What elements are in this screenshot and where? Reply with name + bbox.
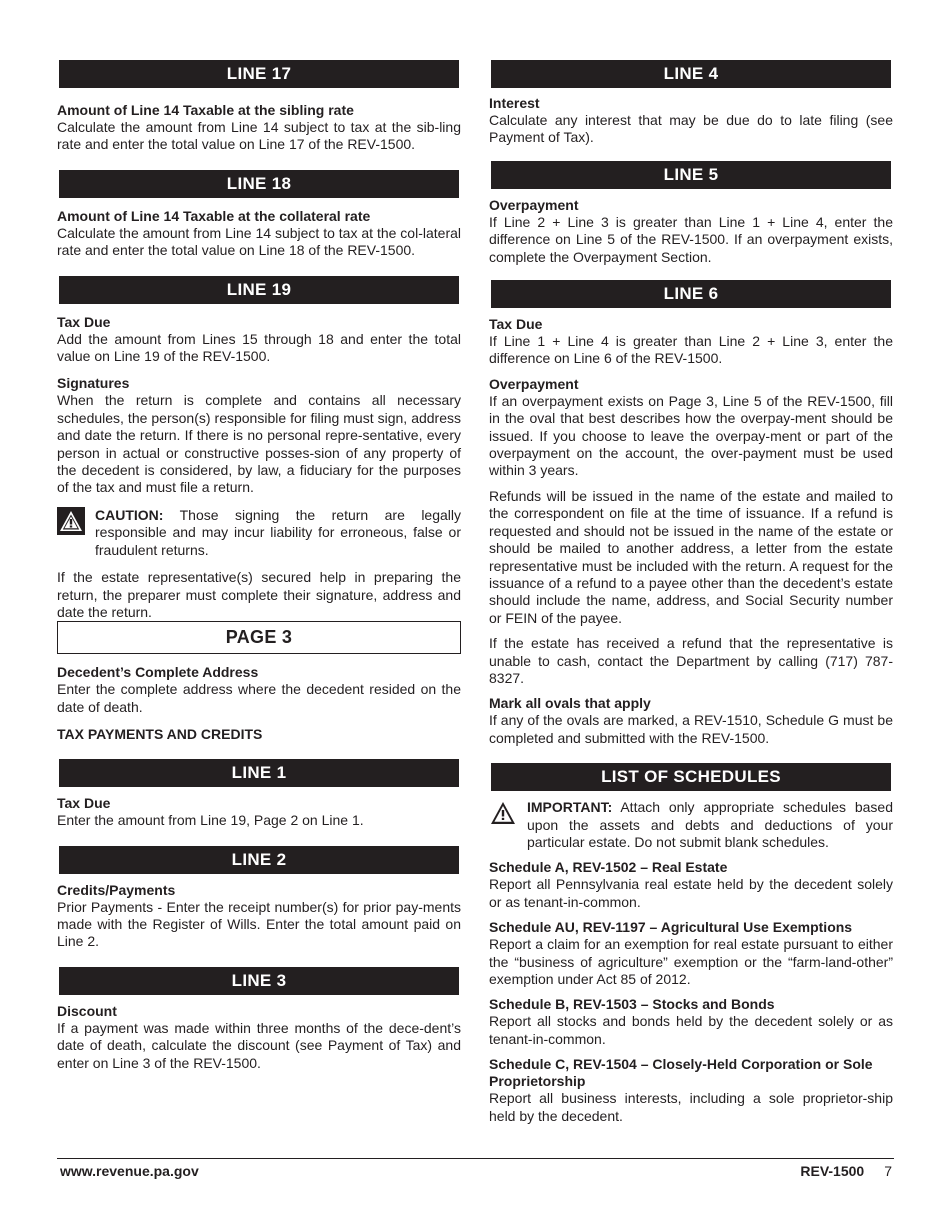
caution-note (57, 507, 461, 559)
line6-tax-due-heading: Tax Due (489, 316, 543, 333)
line19-tax-due-heading: Tax Due (57, 313, 111, 330)
line5-text: If Line 2 + Line 3 is greater than Line 1 + Line 4, enter the difference on Line 5 of the REV-1500. If an overpayment exists, complete the Overpayment Section. (489, 213, 893, 265)
schedule-b-heading: Schedule B, REV-1503 – Stocks and Bonds (489, 996, 775, 1013)
address-heading: Decedent’s Complete Address (57, 664, 259, 681)
left-column (57, 60, 461, 1072)
footer-form: REV-1500 (800, 1163, 865, 1179)
warning-icon (489, 799, 517, 827)
signatures-heading: Signatures (57, 375, 130, 392)
schedule-a-heading: Schedule A, REV-1502 – Real Estate (489, 859, 728, 876)
line2-text: Prior Payments - Enter the receipt number(s) for prior pay-ments made with the Register of Wills. Enter the total amount paid on Line 2. (57, 898, 461, 950)
caution-label: CAUTION: (95, 506, 164, 523)
preparer-text: If the estate representative(s) secured help in preparing the return, the preparer must complete their signature, address and date the return. (57, 569, 461, 620)
line17-text: Calculate the amount from Line 14 subject to tax at the sib-ling rate and enter the total value on Line 17 of the REV-1500. (57, 119, 461, 153)
line18-heading: Amount of Line 14 Taxable at the collateral rate (57, 207, 371, 224)
schedule-au-heading: Schedule AU, REV-1197 – Agricultural Use Exemptions (489, 919, 853, 936)
schedule-c-heading: Schedule C, REV-1504 – Closely-Held Corporation or Sole Proprietorship (489, 1056, 873, 1090)
line2-heading: Credits/Payments (57, 881, 176, 898)
footer-form-page (800, 1163, 892, 1179)
page-number: 7 (884, 1163, 892, 1179)
footer-website[interactable]: www.revenue.pa.gov (60, 1163, 199, 1179)
important-label: IMPORTANT: (527, 799, 613, 816)
line2-bar: LINE 2 (59, 846, 459, 874)
important-note (489, 799, 893, 851)
page3-bar: PAGE 3 (57, 621, 461, 654)
line4-heading: Interest (489, 95, 540, 111)
signatures-text: When the return is complete and contains all necessary schedules, the person(s) responsible for filing must sign, address and date the return. If there is no personal repre-sentative, every person in actual or constructive posses-sion of any property of the decedent is considered, by law, a fiduciary for the purposes of the tax and must file a return. (57, 392, 461, 496)
ovals-text: If any of the ovals are marked, a REV-1510, Schedule G must be completed and submitted with the REV-1500. (489, 712, 893, 746)
line1-heading: Tax Due (57, 795, 111, 812)
line3-text: If a payment was made within three months of the dece-dent’s date of death, calculate the discount (see Payment of Tax) and enter on Line 3 of the REV-1500. (57, 1019, 461, 1071)
line19-bar: LINE 19 (59, 276, 459, 304)
ovals-heading: Mark all ovals that apply (489, 695, 651, 712)
line17-bar: LINE 17 (59, 60, 459, 88)
line3-heading: Discount (57, 1002, 117, 1019)
right-column (489, 60, 893, 1125)
line6-bar: LINE 6 (491, 280, 891, 308)
line5-bar: LINE 5 (491, 161, 891, 189)
schedule-au-text: Report a claim for an exemption for real estate pursuant to either the “business of agriculture” exemption or the “farm-land-other” exemption under Act 85 of 2012. (489, 936, 893, 987)
line3-bar: LINE 3 (59, 967, 459, 995)
line5-heading: Overpayment (489, 196, 579, 213)
schedule-c-text: Report all business interests, including a sole proprietor-ship held by the decedent. (489, 1090, 893, 1124)
schedule-a-text: Report all Pennsylvania real estate held by the decedent solely or as tenant-in-common. (489, 876, 893, 910)
caution-text: Those signing the return are legally responsible and may incur liability for erroneous, false or fraudulent returns. (95, 506, 462, 558)
footer-divider (57, 1158, 894, 1159)
schedules-bar: LIST OF SCHEDULES (491, 763, 891, 791)
line18-bar: LINE 18 (59, 170, 459, 198)
line4-text: Calculate any interest that may be due do to late filing (see Payment of Tax). (489, 112, 893, 146)
address-text: Enter the complete address where the decedent resided on the date of death. (57, 681, 461, 715)
line6-overpayment-heading: Overpayment (489, 375, 579, 392)
schedule-b-text: Report all stocks and bonds held by the decedent solely or as tenant-in-common. (489, 1013, 893, 1047)
warning-icon (57, 507, 85, 535)
line18-text: Calculate the amount from Line 14 subject to tax at the col-lateral rate and enter the total value on Line 18 of the REV-1500. (57, 224, 461, 259)
refunds-text: Refunds will be issued in the name of the estate and mailed to the correspondent on file at the time of issuance. If a refund is requested and should not be issued in the name of the estate or should be mailed to another address, a letter from the estate representative must be included with the return. A request for the issuance of a refund to a payee other than the decedent’s estate should include the name, address, and Social Security number or FEIN of the payee. (489, 487, 893, 626)
important-text: Attach only appropriate schedules based upon the assets and debts and deductions of your particular estate. Do not submit blank schedules. (527, 799, 893, 850)
line6-overpayment-text: If an overpayment exists on Page 3, Line 5 of the REV-1500, fill in the oval that best describes how the overpay-ment should be issued. If you choose to leave the overpay-ment or part of the overpayment on the account, the over-payment must be used within 3 years. (489, 392, 893, 479)
cash-text: If the estate has received a refund that the representative is unable to cash, contact the Department by calling (717) 787-8327. (489, 635, 893, 686)
tax-payments-heading: TAX PAYMENTS AND CREDITS (57, 726, 263, 743)
line4-bar: LINE 4 (491, 60, 891, 88)
line19-tax-due-text: Add the amount from Lines 15 through 18 and enter the total value on Line 19 of the REV-1500. (57, 330, 461, 365)
line17-heading: Amount of Line 14 Taxable at the sibling rate (57, 102, 354, 118)
line1-bar: LINE 1 (59, 759, 459, 787)
line1-text: Enter the amount from Line 19, Page 2 on Line 1. (57, 812, 364, 829)
line6-tax-due-text: If Line 1 + Line 4 is greater than Line 2 + Line 3, enter the difference on Line 6 of the REV-1500. (489, 333, 893, 367)
